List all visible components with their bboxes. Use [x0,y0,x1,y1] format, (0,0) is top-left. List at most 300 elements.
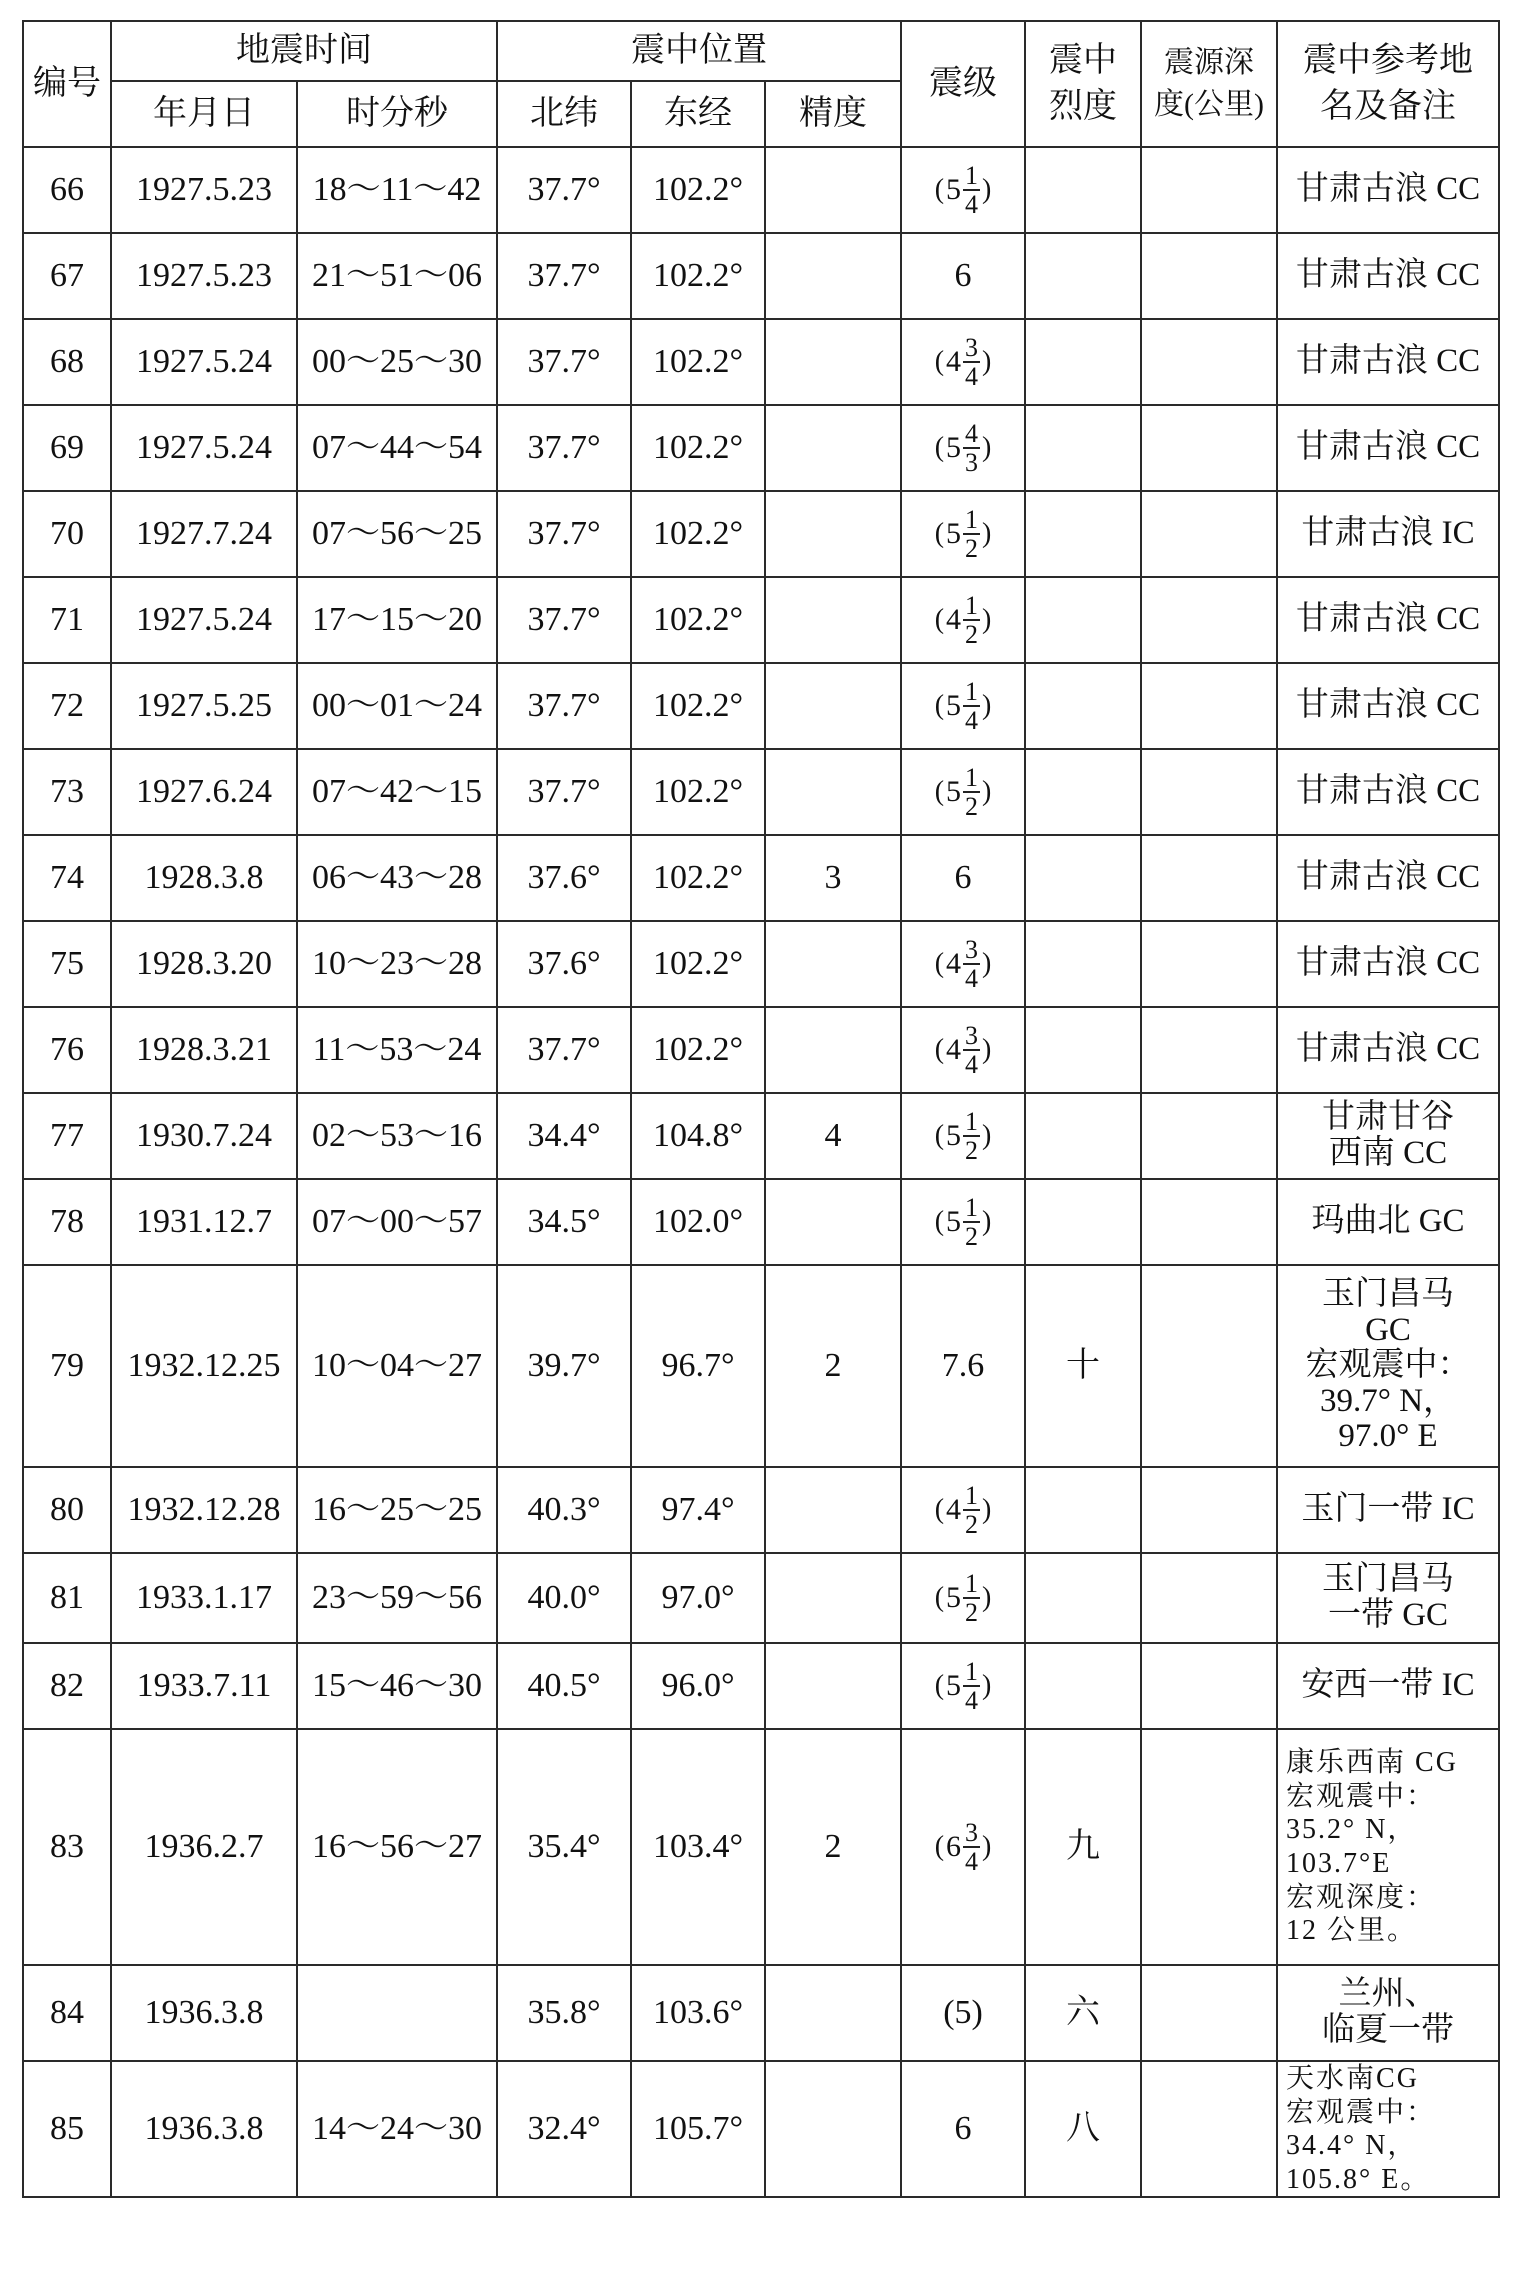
cell-id: 69 [23,405,111,491]
remark-line: 甘肃古浪 CC [1295,343,1481,380]
magnitude-fraction [963,1658,980,1715]
paren-open: ( [934,1494,945,1526]
table-row [23,1643,1499,1729]
remark-line: 甘肃古浪 CC [1295,687,1481,724]
header-precision: 精度 [765,81,901,147]
cell-precision: 2 [765,1265,901,1467]
remark-line: 甘肃古浪 CC [1295,601,1481,638]
cell-depth [1141,1467,1277,1553]
cell-latitude: 40.0° [497,1553,631,1643]
paren-close: ) [982,1034,992,1066]
cell-magnitude [901,1729,1025,1965]
cell-precision [765,233,901,319]
remark-line: 34.4° N， [1286,2130,1418,2162]
cell-precision [765,749,901,835]
fraction-numerator: 1 [965,762,979,792]
cell-latitude: 37.7° [497,749,631,835]
table-row [23,2061,1499,2197]
cell-intensity [1025,921,1141,1007]
cell-date: 1928.3.8 [111,835,297,921]
cell-depth [1141,1093,1277,1179]
cell-date: 1932.12.28 [111,1467,297,1553]
cell-magnitude [901,921,1025,1007]
cell-time: 17～15～20 [297,577,497,663]
cell-intensity [1025,1643,1141,1729]
magnitude-mixed-fraction [935,334,992,391]
cell-date: 1927.5.25 [111,663,297,749]
remark-line: 一带 GC [1327,1597,1449,1633]
remark-line: 玉门一带 IC [1301,1491,1475,1528]
paren-close: ) [982,1670,992,1702]
cell-intensity [1025,835,1141,921]
fraction-denominator: 4 [965,190,979,219]
cell-date: 1932.12.25 [111,1265,297,1467]
fraction-denominator: 2 [965,1136,979,1165]
cell-id: 81 [23,1553,111,1643]
fraction-denominator: 4 [965,362,979,391]
magnitude-fraction [963,1194,980,1251]
magnitude-mixed-fraction [935,162,992,219]
cell-latitude: 34.5° [497,1179,631,1265]
cell-remark [1277,1553,1499,1643]
cell-remark [1277,835,1499,921]
cell-latitude: 37.6° [497,835,631,921]
cell-depth [1141,1965,1277,2061]
cell-id: 66 [23,147,111,233]
fraction-numerator: 1 [965,1656,979,1686]
magnitude-mixed-fraction [935,1570,992,1627]
header-remark [1277,21,1499,147]
cell-depth [1141,577,1277,663]
cell-intensity [1025,147,1141,233]
cell-longitude: 102.2° [631,405,765,491]
remark-line: 玛曲北 GC [1311,1203,1465,1240]
cell-latitude: 37.7° [497,405,631,491]
cell-precision: 2 [765,1729,901,1965]
cell-longitude: 102.2° [631,147,765,233]
cell-time: 16～25～25 [297,1467,497,1553]
cell-precision [765,1553,901,1643]
magnitude-value: (5) [943,1994,983,2032]
magnitude-fraction [963,506,980,563]
cell-latitude: 40.3° [497,1467,631,1553]
cell-latitude: 37.7° [497,233,631,319]
cell-date: 1927.5.23 [111,233,297,319]
paren-open: ( [934,174,945,206]
magnitude-mixed-fraction [935,592,992,649]
fraction-numerator: 3 [965,1817,979,1847]
magnitude-mixed-fraction [935,678,992,735]
cell-intensity [1025,1093,1141,1179]
cell-remark [1277,1007,1499,1093]
table-row [23,405,1499,491]
cell-id: 71 [23,577,111,663]
earthquake-catalog-table [22,20,1500,2198]
magnitude-mixed-fraction [935,936,992,993]
cell-depth [1141,491,1277,577]
table-row [23,1093,1499,1179]
cell-precision [765,1643,901,1729]
cell-intensity [1025,1553,1141,1643]
paren-close: ) [982,1120,992,1152]
cell-remark [1277,1265,1499,1467]
fraction-numerator: 1 [965,1568,979,1598]
cell-intensity [1025,577,1141,663]
cell-time: 10～04～27 [297,1265,497,1467]
remark-line: 39.7° N， [1320,1382,1457,1419]
header-intensity-line2: 烈度 [1049,88,1118,125]
cell-latitude: 37.7° [497,147,631,233]
magnitude-whole: 5 [946,431,962,465]
header-quake-time: 地震时间 [111,21,497,81]
cell-precision [765,2061,901,2197]
cell-id: 76 [23,1007,111,1093]
remark-line: 甘肃古浪 CC [1295,1031,1481,1068]
remark-line: 玉门昌马 [1322,1275,1455,1312]
cell-intensity: 八 [1025,2061,1141,2197]
remark-line: 兰州、 [1338,1976,1438,2013]
remark-line: 宏观震中： [1305,1347,1471,1384]
cell-date: 1927.5.23 [111,147,297,233]
cell-depth [1141,1553,1277,1643]
cell-remark [1277,2061,1499,2197]
fraction-numerator: 1 [965,1480,979,1510]
fraction-numerator: 4 [965,418,979,448]
cell-date: 1927.5.24 [111,405,297,491]
remark-line: 宏观震中： [1286,1780,1437,1812]
magnitude-whole: 4 [946,1033,962,1067]
table-row [23,921,1499,1007]
cell-remark [1277,319,1499,405]
remark-line: 康乐西南 CG [1286,1747,1458,1779]
header-intensity [1025,21,1141,147]
cell-magnitude [901,663,1025,749]
magnitude-whole: 5 [946,1119,962,1153]
table-row [23,319,1499,405]
cell-longitude: 102.2° [631,577,765,663]
paren-open: ( [934,1831,945,1863]
cell-id: 68 [23,319,111,405]
cell-date: 1927.5.24 [111,319,297,405]
cell-magnitude [901,405,1025,491]
cell-depth [1141,405,1277,491]
magnitude-value: 6 [954,859,972,897]
cell-precision: 3 [765,835,901,921]
cell-depth [1141,921,1277,1007]
cell-longitude: 102.2° [631,663,765,749]
remark-line: 105.8° E。 [1286,2163,1431,2195]
cell-depth [1141,1265,1277,1467]
paren-open: ( [934,948,945,980]
fraction-denominator: 4 [965,1686,979,1715]
cell-precision [765,1965,901,2061]
cell-time: 00～01～24 [297,663,497,749]
fraction-denominator: 2 [965,1222,979,1251]
cell-remark [1277,491,1499,577]
cell-magnitude [901,1007,1025,1093]
magnitude-mixed-fraction [935,1108,992,1165]
header-intensity-line1: 震中 [1049,42,1118,80]
cell-depth [1141,1179,1277,1265]
cell-latitude: 35.8° [497,1965,631,2061]
magnitude-fraction [963,764,980,821]
paren-close: ) [982,690,992,722]
paren-open: ( [934,1670,945,1702]
cell-remark [1277,147,1499,233]
cell-precision: 4 [765,1093,901,1179]
fraction-denominator: 3 [965,448,979,477]
magnitude-fraction [963,1570,980,1627]
cell-time: 21～51～06 [297,233,497,319]
magnitude-whole: 5 [946,1669,962,1703]
paren-open: ( [934,1034,945,1066]
cell-id: 75 [23,921,111,1007]
cell-precision [765,1007,901,1093]
cell-longitude: 102.2° [631,1007,765,1093]
cell-latitude: 40.5° [497,1643,631,1729]
table-row [23,749,1499,835]
cell-magnitude [901,233,1025,319]
remark-line: 甘肃古浪 CC [1295,945,1481,982]
header-depth-line1: 震源深 [1164,46,1255,79]
magnitude-value: 7.6 [941,1347,985,1385]
magnitude-whole: 5 [946,517,962,551]
table-row [23,1553,1499,1643]
cell-depth [1141,663,1277,749]
cell-longitude: 102.2° [631,835,765,921]
cell-time [297,1965,497,2061]
header-id: 编号 [23,21,111,147]
paren-open: ( [934,518,945,550]
fraction-denominator: 2 [965,792,979,821]
fraction-numerator: 3 [965,934,979,964]
cell-time: 07～56～25 [297,491,497,577]
magnitude-whole: 5 [946,775,962,809]
cell-id: 67 [23,233,111,319]
cell-depth [1141,1729,1277,1965]
fraction-denominator: 4 [965,1847,979,1876]
magnitude-mixed-fraction [935,506,992,563]
remark-line: 甘肃古浪 IC [1301,515,1475,552]
table-row [23,835,1499,921]
fraction-denominator: 4 [965,964,979,993]
cell-magnitude [901,1643,1025,1729]
cell-remark [1277,663,1499,749]
magnitude-whole: 4 [946,1493,962,1527]
table-row [23,577,1499,663]
magnitude-whole: 5 [946,1205,962,1239]
table-row [23,663,1499,749]
cell-time: 06～43～28 [297,835,497,921]
cell-date: 1930.7.24 [111,1093,297,1179]
remark-line: GC [1365,1311,1411,1348]
cell-precision [765,491,901,577]
cell-precision [765,147,901,233]
cell-id: 73 [23,749,111,835]
magnitude-whole: 5 [946,1581,962,1615]
paren-close: ) [982,1831,992,1863]
paren-close: ) [982,776,992,808]
cell-remark [1277,233,1499,319]
cell-intensity [1025,1467,1141,1553]
magnitude-fraction [963,592,980,649]
cell-precision [765,319,901,405]
paren-close: ) [982,1582,992,1614]
cell-latitude: 37.7° [497,319,631,405]
cell-precision [765,1467,901,1553]
remark-line: 甘肃古浪 CC [1295,429,1481,466]
cell-intensity [1025,749,1141,835]
remark-line: 宏观震中： [1286,2096,1437,2128]
remark-line: 35.2° N， [1286,1814,1418,1846]
magnitude-value: 6 [954,2110,972,2148]
cell-id: 82 [23,1643,111,1729]
remark-line: 西南 CC [1328,1135,1448,1171]
magnitude-fraction [963,334,980,391]
remark-line: 甘肃甘谷 [1322,1099,1455,1136]
fraction-numerator: 3 [965,332,979,362]
cell-precision [765,1179,901,1265]
cell-latitude: 34.4° [497,1093,631,1179]
magnitude-fraction [963,1819,980,1876]
cell-magnitude [901,835,1025,921]
cell-magnitude [901,1179,1025,1265]
cell-magnitude [901,1553,1025,1643]
fraction-numerator: 1 [965,1106,979,1136]
cell-latitude: 37.7° [497,1007,631,1093]
remark-line: 宏观深度： [1286,1881,1437,1913]
table-row [23,1007,1499,1093]
magnitude-whole: 5 [946,689,962,723]
magnitude-fraction [963,678,980,735]
cell-id: 84 [23,1965,111,2061]
magnitude-whole: 4 [946,603,962,637]
header-date: 年月日 [111,81,297,147]
cell-time: 16～56～27 [297,1729,497,1965]
cell-latitude: 37.6° [497,921,631,1007]
cell-longitude: 96.7° [631,1265,765,1467]
cell-longitude: 97.4° [631,1467,765,1553]
cell-latitude: 37.7° [497,663,631,749]
cell-remark [1277,405,1499,491]
magnitude-mixed-fraction [935,764,992,821]
paren-open: ( [934,1206,945,1238]
cell-magnitude [901,1965,1025,2061]
table-row [23,491,1499,577]
cell-id: 83 [23,1729,111,1965]
cell-time: 00～25～30 [297,319,497,405]
cell-intensity [1025,663,1141,749]
cell-intensity: 六 [1025,1965,1141,2061]
magnitude-value: 6 [954,257,972,295]
magnitude-fraction [963,1108,980,1165]
cell-remark [1277,1179,1499,1265]
header-depth [1141,21,1277,147]
cell-intensity [1025,1179,1141,1265]
cell-id: 70 [23,491,111,577]
cell-remark [1277,1729,1499,1965]
magnitude-whole: 6 [946,1830,962,1864]
cell-magnitude [901,749,1025,835]
fraction-denominator: 4 [965,1050,979,1079]
cell-depth [1141,147,1277,233]
cell-depth [1141,1643,1277,1729]
fraction-numerator: 1 [965,590,979,620]
cell-depth [1141,749,1277,835]
cell-magnitude [901,2061,1025,2197]
cell-depth [1141,2061,1277,2197]
cell-id: 78 [23,1179,111,1265]
paren-close: ) [982,518,992,550]
cell-magnitude [901,577,1025,663]
cell-latitude: 32.4° [497,2061,631,2197]
table-row [23,1179,1499,1265]
cell-magnitude [901,1265,1025,1467]
paren-close: ) [982,1206,992,1238]
table-row [23,147,1499,233]
cell-date: 1927.7.24 [111,491,297,577]
cell-time: 10～23～28 [297,921,497,1007]
cell-longitude: 102.2° [631,921,765,1007]
cell-time: 18～11～42 [297,147,497,233]
cell-date: 1927.6.24 [111,749,297,835]
cell-remark [1277,1467,1499,1553]
cell-time: 14～24～30 [297,2061,497,2197]
paren-close: ) [982,174,992,206]
cell-id: 72 [23,663,111,749]
magnitude-fraction [963,1482,980,1539]
fraction-numerator: 1 [965,504,979,534]
cell-longitude: 103.6° [631,1965,765,2061]
cell-remark [1277,1093,1499,1179]
cell-magnitude [901,1467,1025,1553]
cell-time: 07～42～15 [297,749,497,835]
cell-depth [1141,1007,1277,1093]
fraction-denominator: 2 [965,1598,979,1627]
cell-remark [1277,749,1499,835]
table-row [23,1265,1499,1467]
remark-line: 临夏一带 [1322,2012,1455,2048]
header-epicenter: 震中位置 [497,21,901,81]
magnitude-mixed-fraction [935,1194,992,1251]
cell-date: 1936.3.8 [111,1965,297,2061]
magnitude-mixed-fraction [935,1482,992,1539]
cell-longitude: 104.8° [631,1093,765,1179]
cell-intensity [1025,233,1141,319]
cell-longitude: 105.7° [631,2061,765,2197]
paren-close: ) [982,346,992,378]
fraction-denominator: 2 [965,534,979,563]
remark-line: 甘肃古浪 CC [1295,859,1481,896]
magnitude-fraction [963,420,980,477]
cell-time: 02～53～16 [297,1093,497,1179]
magnitude-fraction [963,162,980,219]
remark-line: 玉门昌马 [1322,1561,1455,1598]
table-row [23,1965,1499,2061]
remark-line: 安西一带 IC [1301,1667,1475,1704]
paren-open: ( [934,1582,945,1614]
cell-depth [1141,319,1277,405]
magnitude-fraction [963,936,980,993]
header-longitude: 东经 [631,81,765,147]
cell-longitude: 102.2° [631,319,765,405]
paren-close: ) [982,604,992,636]
cell-date: 1936.3.8 [111,2061,297,2197]
cell-intensity [1025,1007,1141,1093]
cell-intensity: 九 [1025,1729,1141,1965]
cell-intensity: 十 [1025,1265,1141,1467]
cell-id: 79 [23,1265,111,1467]
